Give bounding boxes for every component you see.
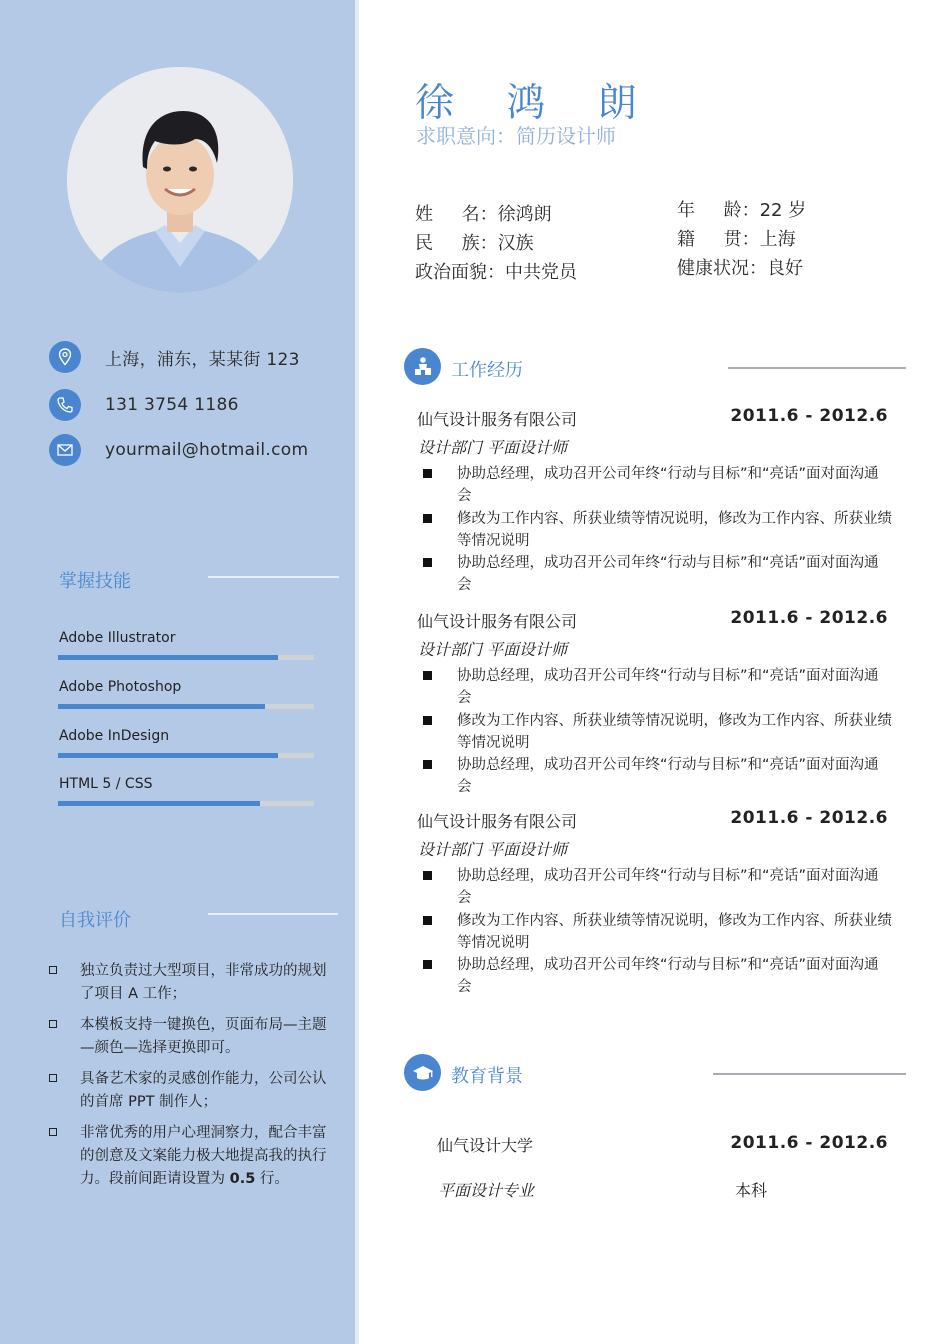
mail-icon <box>49 434 81 466</box>
job-bullet-text: 修改为工作内容、所获业绩等情况说明，修改为工作内容、所获业绩等情况说明 <box>457 713 892 751</box>
job-date: 2011.6 - 2012.6 <box>730 406 888 426</box>
self-eval-rule <box>208 913 338 915</box>
job-role: 设计部门 平面设计师 <box>418 640 568 659</box>
square-bullet-icon <box>423 871 432 880</box>
job-bullet-text: 协助总经理，成功召开公司年终“行动与目标”和“亮话”面对面沟通会 <box>457 668 879 706</box>
education-school: 仙气设计大学 <box>437 1136 534 1155</box>
phone-icon <box>49 389 81 421</box>
avatar <box>67 67 293 293</box>
graduation-cap-icon <box>404 1054 441 1091</box>
self-eval-item <box>49 1068 339 1114</box>
address-text: 上海，浦东，某某街 123 <box>105 349 300 370</box>
profile-photo <box>67 67 293 293</box>
job-bullet-text: 协助总经理，成功召开公司年终“行动与目标”和“亮话”面对面沟通会 <box>457 868 879 906</box>
job-bullet-text: 修改为工作内容、所获业绩等情况说明，修改为工作内容、所获业绩等情况说明 <box>457 511 892 549</box>
education-title: 教育背景 <box>451 1066 523 1087</box>
skill-bar <box>58 655 314 660</box>
square-bullet-icon <box>423 469 432 478</box>
job-objective: 求职意向：简历设计师 <box>416 124 616 148</box>
education-degree: 本科 <box>735 1181 768 1200</box>
work-person-icon <box>404 348 441 385</box>
job-bullet <box>423 910 893 954</box>
self-eval-text <box>80 1122 339 1191</box>
education-date: 2011.6 - 2012.6 <box>730 1133 888 1153</box>
skill-bar-fill <box>58 753 278 758</box>
contact-phone <box>49 389 239 421</box>
self-eval-text-tail: 行。 <box>255 1171 289 1187</box>
self-eval-text: 独立负责过大型项目，非常成功的规划了项目 A 工作； <box>80 963 327 1002</box>
info-health: 健康状况：良好 <box>677 258 803 279</box>
square-bullet-icon <box>423 671 432 680</box>
job-bullet-text: 协助总经理，成功召开公司年终“行动与目标”和“亮话”面对面沟通会 <box>457 466 879 504</box>
self-eval-text: 具备艺术家的灵感创作能力，公司公认的首席 PPT 制作人； <box>80 1071 327 1110</box>
job-bullet-text: 协助总经理，成功召开公司年终“行动与目标”和“亮话”面对面沟通会 <box>457 957 879 995</box>
job-role: 设计部门 平面设计师 <box>418 840 568 859</box>
candidate-name: 徐 鸿 朗 <box>415 81 657 126</box>
self-eval-bold-value: 0.5 <box>229 1171 256 1187</box>
square-bullet-icon <box>423 916 432 925</box>
skill-bar-fill <box>58 801 260 806</box>
job-bullet <box>423 754 893 798</box>
email-text: yourmail@hotmail.com <box>105 440 309 460</box>
self-eval-item <box>49 1122 339 1191</box>
job-bullet <box>423 508 893 552</box>
skill-name: HTML 5 / CSS <box>59 776 153 792</box>
info-ethnicity: 民 族：汉族 <box>415 233 534 254</box>
checkbox-bullet-icon <box>49 1128 57 1136</box>
square-bullet-icon <box>423 514 432 523</box>
job-company: 仙气设计服务有限公司 <box>417 612 578 631</box>
self-eval-text-part: 非常优秀的用户心理洞察力，配合丰富的创意及文案能力极大地提高我的执行力。段前间距请设置为 <box>80 1125 327 1187</box>
job-date: 2011.6 - 2012.6 <box>730 608 888 628</box>
skill-name: Adobe Illustrator <box>59 630 176 646</box>
skill-bar <box>58 704 314 709</box>
info-name: 姓 名：徐鸿朗 <box>415 204 552 225</box>
square-bullet-icon <box>423 716 432 725</box>
job-bullet <box>423 552 893 596</box>
job-bullet-text: 协助总经理，成功召开公司年终“行动与目标”和“亮话”面对面沟通会 <box>457 757 879 795</box>
skill-item <box>59 776 315 792</box>
skill-item <box>59 728 315 744</box>
skill-item <box>59 679 315 695</box>
job-company: 仙气设计服务有限公司 <box>417 410 578 429</box>
self-eval-text: 本模板支持一键换色，页面布局—主题—颜色—选择更换即可。 <box>80 1017 327 1056</box>
checkbox-bullet-icon <box>49 1074 57 1082</box>
job-bullet <box>423 463 893 507</box>
job-bullet <box>423 865 893 909</box>
job-bullet <box>423 710 893 754</box>
job-date: 2011.6 - 2012.6 <box>730 808 888 828</box>
skill-bar <box>58 753 314 758</box>
info-hometown: 籍 贯：上海 <box>677 229 796 250</box>
skill-bar <box>58 801 314 806</box>
skill-name: Adobe InDesign <box>59 728 170 744</box>
education-major: 平面设计专业 <box>438 1181 535 1200</box>
square-bullet-icon <box>423 558 432 567</box>
job-bullet-text: 修改为工作内容、所获业绩等情况说明，修改为工作内容、所获业绩等情况说明 <box>457 913 892 951</box>
contact-address <box>49 341 300 373</box>
self-eval-item <box>49 960 339 1006</box>
skill-item <box>59 630 315 646</box>
square-bullet-icon <box>423 760 432 769</box>
contact-email <box>49 434 308 466</box>
skill-bar-fill <box>58 655 278 660</box>
self-eval-item <box>49 1014 339 1060</box>
job-bullet-text: 协助总经理，成功召开公司年终“行动与目标”和“亮话”面对面沟通会 <box>457 555 879 593</box>
square-bullet-icon <box>423 960 432 969</box>
self-eval-title: 自我评价 <box>59 910 131 931</box>
skills-rule <box>208 576 339 578</box>
info-age: 年 龄：22 岁 <box>677 200 807 221</box>
checkbox-bullet-icon <box>49 966 57 974</box>
job-bullet <box>423 665 893 709</box>
skill-bar-fill <box>58 704 265 709</box>
job-role: 设计部门 平面设计师 <box>418 438 568 457</box>
work-title: 工作经历 <box>451 360 523 381</box>
job-bullet <box>423 954 893 998</box>
info-political: 政治面貌：中共党员 <box>415 262 577 283</box>
checkbox-bullet-icon <box>49 1020 57 1028</box>
job-company: 仙气设计服务有限公司 <box>417 812 578 831</box>
phone-text: 131 3754 1186 <box>105 395 239 415</box>
sidebar-divider <box>355 0 359 1344</box>
skill-name: Adobe Photoshop <box>59 679 182 695</box>
skills-title: 掌握技能 <box>59 571 131 592</box>
location-icon <box>49 341 81 373</box>
work-rule <box>728 367 906 369</box>
education-rule <box>713 1073 906 1075</box>
